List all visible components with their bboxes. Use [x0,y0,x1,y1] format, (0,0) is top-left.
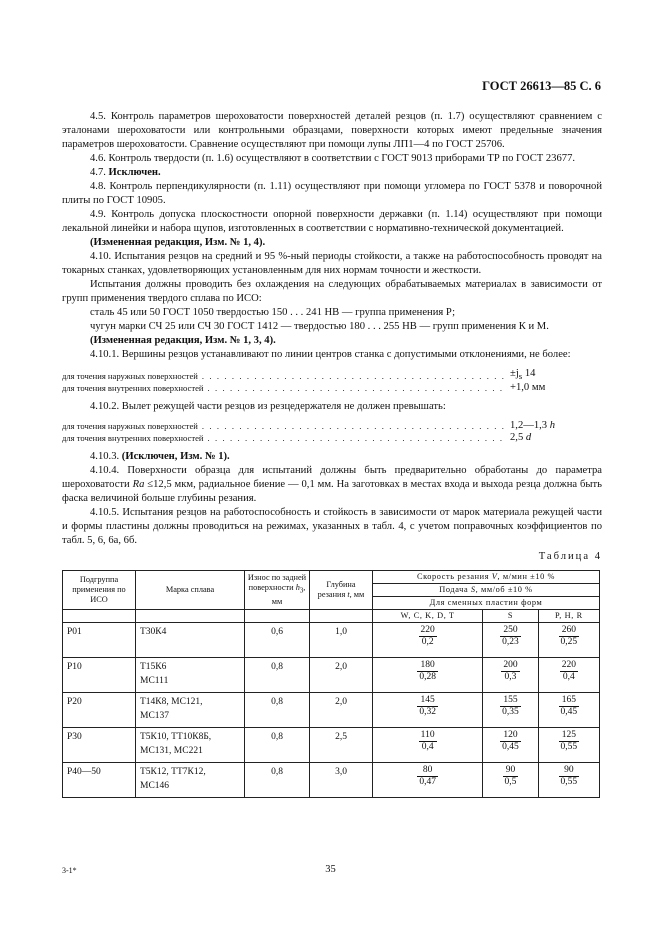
page-header: ГОСТ 26613—85 С. 6 [482,79,601,93]
deviation-inner-value: +1,0 мм [510,382,546,394]
speed-value: 220 [561,660,576,671]
page-number: 35 [325,864,336,875]
cell-alloy [136,728,245,763]
cell-form2 [483,763,538,798]
table-row [63,658,600,693]
speed-feed-fraction [559,730,580,753]
col-wear [245,571,310,610]
col-feed-text: Подача [439,585,471,595]
paragraph-4-10-5: 4.10.5. Испытания резцов на работоспособность и стойкость в зависимости от марок материала режущей части и формы пластины должны проводиться на режимах, указанных в табл. 4, с учетом поправочных коэффициентов по табл. 5, 6, 6а, 6б. [62,507,602,547]
cell-alloy [136,658,245,693]
col-form-phr: P, H, R [538,610,599,623]
speed-value: 165 [559,695,580,707]
paragraph-4-10-4 [62,464,602,506]
feed-value: 0,23 [502,637,519,648]
cell-depth: 1,0 [310,623,373,658]
footer-signature: 3-1* [62,866,77,875]
cell-form1 [373,623,483,658]
cell-depth: 2,5 [310,728,373,763]
paragraph-4-10-materials: Испытания должны проводить без охлаждения на следующих обрабатываемых материалах в зависимости от групп применения твердого сплава по ИСО: [62,279,602,304]
speed-value: 155 [500,695,521,707]
feed-value: 0,3 [504,672,517,683]
cell-wear: 0,8 [245,693,310,728]
speed-feed-fraction [560,660,578,683]
speed-feed-fraction [559,625,580,648]
cell-wear: 0,8 [245,728,310,763]
cutting-modes-table [62,570,600,798]
amendment-note-1-text: (Измененная редакция, Изм. № 1, 4). [90,237,266,248]
col-speed-text: Скорость резания [416,572,492,582]
cell-form1 [373,763,483,798]
col-speed-var: V [491,572,498,582]
overhang-inner [62,432,602,444]
speed-feed-fraction [419,625,437,648]
col-inserts: Для сменных пластин форм [373,597,600,610]
speed-feed-fraction [417,695,438,718]
alloy-line: МС146 [140,781,170,792]
paragraph-4-8: 4.8. Контроль перпендикулярности (п. 1.11) осуществляют при помощи угломера по ГОСТ 5378 и поворочной плиты по ГОСТ 10905. [62,181,602,206]
col-depth-var: t [347,590,350,600]
overhang-outer-label: для точения наружных поверхностей [62,421,198,432]
overhang-inner-var: d [525,432,532,444]
amendment-note-1 [62,236,602,250]
speed-feed-fraction [559,695,580,718]
paragraph-4-10-3 [62,450,602,464]
cell-depth: 3,0 [310,763,373,798]
paragraph-4-6: 4.6. Контроль твердости (п. 1.6) осуществляют в соответствии с ГОСТ 9013 приборами ТР по ГОСТ 23677. [90,153,576,164]
cell-wear: 0,6 [245,623,310,658]
speed-feed-fraction [503,765,519,788]
speed-feed-fraction [500,625,521,648]
cell-wear: 0,8 [245,763,310,798]
table-row [63,728,600,763]
overhang-inner-label: для точения внутренних поверхностей [62,433,204,444]
excluded-label: Исключен. [108,167,161,178]
speed-feed-fraction [500,730,521,753]
speed-value: 180 [417,660,438,672]
paragraph-4-10-3-number: 4.10.3. [90,451,120,463]
col-wear-sub: 3 [299,587,304,595]
paragraph-4-10-4-b: ≤12,5 мкм, радиальное биение — 0,1 мм. На заготовках в местах входа и выхода резца должна быть фаска величиной больше глубины резания. [62,479,602,505]
tolerance-subscript: s [518,371,523,382]
speed-value: 200 [503,660,518,671]
cell-form3 [538,693,599,728]
table-row [63,763,600,798]
alloy-line: МС131, МС221 [140,746,203,757]
cell-form2 [483,658,538,693]
paragraph-4-10-4-a: 4.10.4. Поверхности образца для испытаний должны быть предварительно обработаны до параметра шероховатости [62,465,602,491]
alloy-line: Т5К12, ТТ7К12, [140,767,206,778]
cell-group: P30 [63,728,136,763]
feed-value: 0,4 [562,672,575,683]
document-body [62,110,602,798]
feed-value: 0,35 [502,707,519,718]
speed-feed-fraction [500,695,521,718]
paragraph-4-7 [62,166,602,180]
overhang-inner-number: 2,5 [510,432,524,444]
deviation-inner-label: для точения внутренних поверхностей [62,383,204,394]
feed-value: 0,55 [560,777,578,788]
alloy-line: МС111 [140,676,169,687]
speed-value: 125 [559,730,580,742]
feed-value: 0,45 [502,742,519,753]
paragraph-4-10: 4.10. Испытания резцов на средний и 95 %-ный периоды стойкости, а также на работоспособность проводят на токарных станках, удовлетворяющих установленным для них нормам точности и жесткости. [62,251,602,276]
cell-form1 [373,728,483,763]
deviation-inner [62,382,602,394]
table-row [63,693,600,728]
cell-form3 [538,623,599,658]
alloy-line: Т5К10, ТТ10К8Б, [140,732,212,743]
speed-value: 90 [559,765,580,777]
tolerance-grade: 14 [524,368,536,379]
col-depth-text: Глубина резания [317,580,356,600]
ra-symbol: Ra [132,479,145,491]
paragraph-4-9: 4.9. Контроль допуска плоскостности опорной поверхности державки (п. 1.14) осуществляют при помощи лекальной линейки и набора щупов, изготовленных в соответствии с нормативно-технической документацией. [62,209,602,234]
cell-form2 [483,693,538,728]
cell-group: P20 [63,693,136,728]
col-form-s: S [483,610,538,623]
deviation-outer-label: для точения наружных поверхностей [62,371,198,382]
cell-group: P01 [63,623,136,658]
paragraph-4-7-number: 4.7. [90,167,106,178]
paragraph-4-10-3-text: (Исключен, Изм. № 1). [121,451,230,463]
cell-alloy [136,623,245,658]
col-speed-unit: , м/мин ±10 % [497,572,556,582]
cell-group: P40—50 [63,763,136,798]
speed-feed-fraction [559,765,580,788]
speed-feed-fraction [501,660,519,683]
table-row [63,623,600,658]
col-feed [373,584,600,597]
speed-value: 110 [420,730,435,741]
col-depth-unit: , мм [349,590,365,600]
col-alloy: Марка сплава [136,571,245,610]
cell-depth: 2,0 [310,693,373,728]
feed-value: 0,28 [419,672,436,683]
paragraph-4-10-1: 4.10.1. Вершины резцов устанавливают по линии центров станка с допустимыми отклонениями, не более: [90,349,571,360]
speed-value: 80 [417,765,438,777]
col-form-wckdt: W, C, K, D, T [373,610,483,623]
feed-value: 0,5 [504,777,517,788]
deviation-outer-value [510,368,602,382]
col-wear-var: h [295,583,300,593]
col-depth [310,571,373,610]
speed-feed-fraction [417,660,438,683]
cell-form3 [538,763,599,798]
material-steel: сталь 45 или 50 ГОСТ 1050 твердостью 150 . . . 241 НВ — группа применения Р; [90,307,456,318]
overhang-inner-value [510,432,602,444]
overhang-outer-value [510,420,602,432]
speed-value: 220 [420,625,435,636]
alloy-line: Т15К6 [140,662,167,673]
cell-form1 [373,693,483,728]
cell-form2 [483,623,538,658]
feed-value: 0,47 [419,777,436,788]
cell-form1 [373,658,483,693]
cell-form3 [538,658,599,693]
col-wear-unit: , мм [271,583,306,606]
speed-value: 145 [417,695,438,707]
paragraph-4-10-2: 4.10.2. Вылет режущей части резцов из резцедержателя не должен превышать: [90,401,446,413]
feed-value: 0,55 [560,742,578,753]
cell-depth: 2,0 [310,658,373,693]
cell-wear: 0,8 [245,658,310,693]
overhang-outer [62,420,602,432]
cell-alloy [136,763,245,798]
speed-value: 120 [500,730,521,742]
overhang-outer-number: 1,2—1,3 [510,420,548,432]
col-feed-unit: , мм/об ±10 % [475,585,533,595]
feed-value: 0,25 [560,637,578,648]
feed-value: 0,4 [421,742,434,753]
col-speed [373,571,600,584]
alloy-line: МС137 [140,711,170,722]
cell-form2 [483,728,538,763]
amendment-note-2 [62,334,602,348]
speed-value: 90 [503,765,519,777]
tolerance-symbol: ±j [510,368,519,379]
speed-value: 250 [500,625,521,637]
speed-feed-fraction [419,730,437,753]
alloy-line: Т30К4 [140,627,167,638]
col-wear-text: Износ по задней поверхности [247,573,307,593]
col-feed-var: S [470,585,476,595]
speed-value: 260 [559,625,580,637]
amendment-note-2-text: (Измененная редакция, Изм. № 1, 3, 4). [90,335,276,346]
feed-value: 0,32 [419,707,436,718]
cell-alloy [136,693,245,728]
overhang-outer-var: h [549,420,556,432]
material-iron: чугун марки СЧ 25 или СЧ 30 ГОСТ 1412 — твердостью 180 . . . 255 НВ — групп применения К и М. [90,321,549,332]
cell-form3 [538,728,599,763]
feed-value: 0,2 [421,637,434,648]
alloy-line: Т14К8, МС121, [140,697,203,708]
speed-feed-fraction [417,765,438,788]
cell-group: P10 [63,658,136,693]
paragraph-4-5: 4.5. Контроль параметров шероховатости поверхностей деталей резцов (п. 1.7) осуществляют сравнением с эталонами шероховатости или контрольными образцами, поверхности которых имеют предельные значения параметров шероховатости. Сравнение осуществляют при помощи лупы ЛП1—4 по ГОСТ 25706. [62,111,602,150]
feed-value: 0,45 [560,707,578,718]
deviation-outer [62,368,602,382]
table-caption: Таблица 4 [538,551,602,563]
col-group: Подгруппа применения по ИСО [63,571,136,610]
